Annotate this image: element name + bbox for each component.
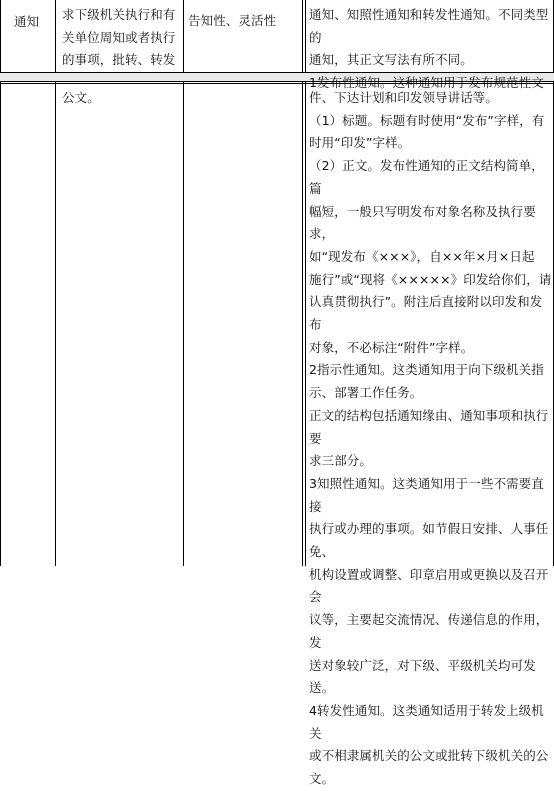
col-border <box>55 0 56 73</box>
doc-type-name: 通知 <box>14 14 40 29</box>
col-border <box>305 82 306 566</box>
writing-notes-cell-cont <box>309 87 552 791</box>
notes-line: 2指示性通知。这类通知用于向下级机关指 <box>309 362 544 378</box>
writing-notes-cell <box>309 4 552 95</box>
col-border <box>183 0 184 73</box>
notes-line: 议等，主要起交流情况、传递信息的作用，发 <box>309 612 549 650</box>
notes-line: 3知照性通知。这类通知用于一些不需要直接 <box>309 475 544 514</box>
notes-line: 幅短，一般只写明发布对象名称及执行要求， <box>309 203 536 242</box>
notes-line: 1发布性通知。这种通知用于发布规范性文 <box>309 75 544 91</box>
description-line: 关单位周知或者执行 <box>62 29 176 45</box>
doc-type-features-cell <box>188 6 304 36</box>
col-border <box>0 82 1 566</box>
notes-line: 正文的结构包括通知缘由、通知事项和执行要 <box>309 407 549 446</box>
features-text: 告知性、灵活性 <box>188 13 277 28</box>
notes-line: 机构设置或调整、印章启用或更换以及召开会 <box>309 566 549 605</box>
description-line: 的事项，批转、转发 <box>62 52 176 68</box>
notes-line: 对象，不必标注“附件”字样。 <box>309 339 474 355</box>
description-line: 求下级机关执行和有 <box>62 7 176 22</box>
doc-type-description-cell <box>62 4 181 72</box>
notes-line: 示、部署工作任务。 <box>309 385 423 401</box>
col-border <box>183 82 184 566</box>
doc-type-name-cell <box>14 7 50 37</box>
notes-line: 文。 <box>309 771 335 787</box>
notes-line: （2）正文。发布性通知的正文结构简单，篇 <box>309 158 544 196</box>
col-border <box>305 0 306 73</box>
notes-line: 通知、知照性通知和转发性通知。不同类型的 <box>309 7 549 45</box>
col-border <box>302 82 303 566</box>
notes-line: 或不相隶属机关的公文或批转下级机关的公 <box>309 748 549 764</box>
col-border <box>0 0 1 73</box>
notes-line: 通知，其正文写法有所不同。 <box>309 52 473 68</box>
notes-line: 求三部分。 <box>309 453 373 469</box>
doc-type-description-cell-cont <box>62 87 181 110</box>
notes-line: 时用“印发”字样。 <box>309 135 411 151</box>
notes-line: （1）标题。标题有时使用“发布”字样，有 <box>309 112 545 128</box>
notes-line: 如“现发布《×××》，自××年×月×日起 <box>309 248 535 264</box>
notes-line: 4转发性通知。这类通知适用于转发上级机关 <box>309 702 544 741</box>
notes-line: 认真贯彻执行”。附注后直接附以印发和发布 <box>309 294 543 333</box>
description-line: 公文。 <box>62 90 100 105</box>
notes-line: 件、下达计划和印发领导讲话等。 <box>309 90 499 105</box>
col-border <box>55 82 56 566</box>
notes-line: 执行或办理的事项。如节假日安排、人事任免、 <box>309 521 549 560</box>
notes-line: 送对象较广泛，对下级、平级机关均可发送。 <box>309 657 536 696</box>
notes-line: 施行”或“现将《×××××》印发给你们，请 <box>309 271 552 287</box>
